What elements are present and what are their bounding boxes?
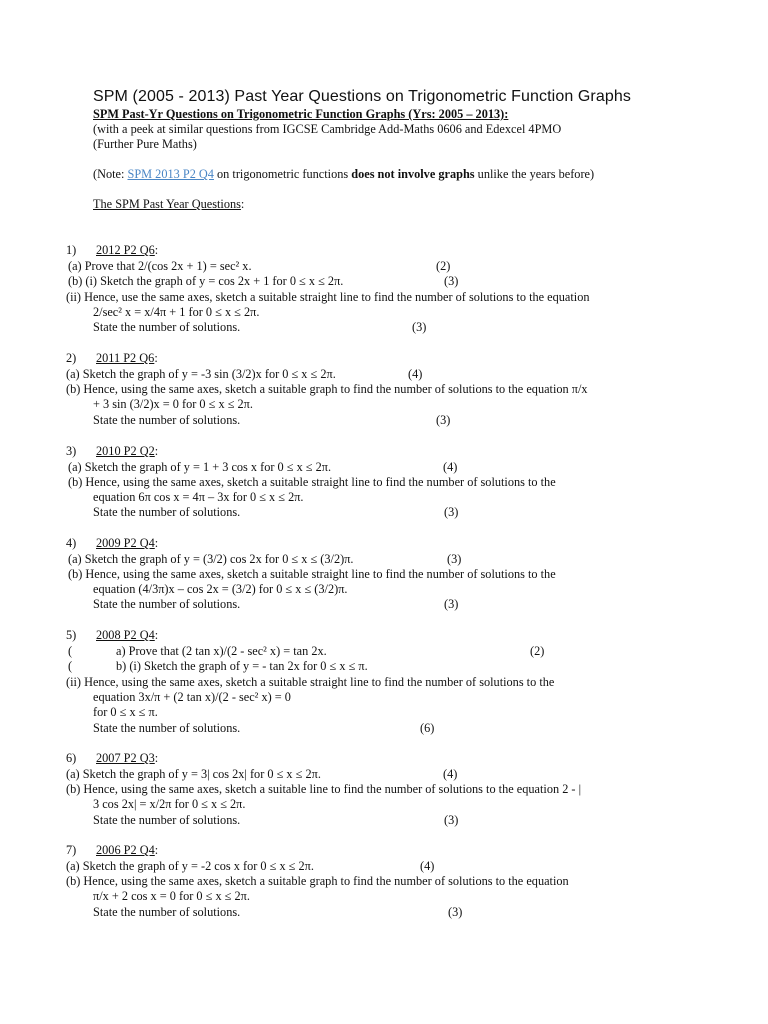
state-solutions: State the number of solutions.: [93, 320, 241, 334]
question-ref-colon: :: [154, 628, 159, 642]
question-part: 3 cos 2x| = x/2π for 0 ≤ x ≤ 2π.: [93, 797, 246, 811]
question-part: (b) Hence, using the same axes, sketch a suitable graph to find the number of solutions to the equation π/x: [66, 382, 588, 396]
question-part: (b) Hence, using the same axes, sketch a suitable line to find the number of solutions to the equation 2 - |: [66, 782, 582, 796]
question-ref-label: 2011 P2 Q6: [96, 351, 155, 365]
question-reference: [96, 628, 158, 643]
section-heading-label: The SPM Past Year Questions: [93, 197, 241, 211]
question-ref-colon: :: [154, 243, 159, 257]
state-solutions: State the number of solutions.: [93, 905, 241, 919]
question-number: 4): [66, 536, 77, 550]
question-number: 7): [66, 843, 77, 857]
marks: (3): [412, 320, 427, 334]
question-part: (b) Hence, using the same axes, sketch a suitable straight line to find the number of solutions to the: [68, 567, 556, 581]
question-part-paren: (: [68, 644, 73, 658]
question-number: 1): [66, 243, 77, 257]
question-reference: [96, 536, 158, 551]
state-solutions: State the number of solutions.: [93, 505, 241, 519]
note-text: unlike the years before): [474, 167, 595, 181]
question-ref-colon: :: [154, 444, 159, 458]
question-part: (a) Prove that 2/(cos 2x + 1) = sec² x.: [68, 259, 252, 273]
question-number: 2): [66, 351, 77, 365]
question-part: (a) Sketch the graph of y = -3 sin (3/2)x for 0 ≤ x ≤ 2π.: [66, 367, 336, 381]
question-part: (b) (i) Sketch the graph of y = cos 2x + 1 for 0 ≤ x ≤ 2π.: [68, 274, 344, 288]
question-part: a) Prove that (2 tan x)/(2 - sec² x) = tan 2x.: [116, 644, 327, 658]
marks: (3): [447, 552, 462, 566]
question-number: 3): [66, 444, 77, 458]
question-ref-label: 2012 P2 Q6: [96, 243, 155, 257]
question-part: (a) Sketch the graph of y = (3/2) cos 2x for 0 ≤ x ≤ (3/2)π.: [68, 552, 354, 566]
question-part: (b) Hence, using the same axes, sketch a suitable graph to find the number of solutions to the equation: [66, 874, 569, 888]
marks: (3): [444, 505, 459, 519]
marks: (3): [436, 413, 451, 427]
state-solutions: State the number of solutions.: [93, 813, 241, 827]
marks: (2): [530, 644, 545, 658]
question-part: b) (i) Sketch the graph of y = - tan 2x for 0 ≤ x ≤ π.: [116, 659, 368, 673]
note-text: on trigonometric functions: [213, 167, 352, 181]
note-bold-text: does not involve graphs: [351, 167, 475, 181]
intro-line: (with a peek at similar questions from IGCSE Cambridge Add-Maths 0606 and Edexcel 4PMO: [93, 122, 562, 136]
question-ref-label: 2008 P2 Q4: [96, 628, 155, 642]
question-ref-colon: :: [154, 351, 158, 365]
subtitle: SPM Past-Yr Questions on Trigonometric Function Graphs (Yrs: 2005 – 2013):: [93, 107, 509, 121]
marks: (4): [443, 767, 458, 781]
question-ref-colon: :: [154, 536, 159, 550]
question-part: π/x + 2 cos x = 0 for 0 ≤ x ≤ 2π.: [93, 889, 250, 903]
question-number: 5): [66, 628, 77, 642]
question-reference: [96, 751, 158, 766]
marks: (6): [420, 721, 435, 735]
marks: (4): [420, 859, 435, 873]
intro-line: (Further Pure Maths): [93, 137, 197, 151]
question-part: (a) Sketch the graph of y = 3| cos 2x| for 0 ≤ x ≤ 2π.: [66, 767, 321, 781]
question-part: (a) Sketch the graph of y = 1 + 3 cos x for 0 ≤ x ≤ 2π.: [68, 460, 332, 474]
marks: (3): [448, 905, 463, 919]
question-number: 6): [66, 751, 77, 765]
question-part: (a) Sketch the graph of y = -2 cos x for 0 ≤ x ≤ 2π.: [66, 859, 314, 873]
question-part: + 3 sin (3/2)x = 0 for 0 ≤ x ≤ 2π.: [93, 397, 253, 411]
marks: (4): [408, 367, 423, 381]
question-part: for 0 ≤ x ≤ π.: [93, 705, 158, 719]
question-part: (ii) Hence, using the same axes, sketch a suitable straight line to find the number of solutions to the: [66, 675, 555, 689]
question-reference: [96, 243, 158, 258]
state-solutions: State the number of solutions.: [93, 597, 241, 611]
question-ref-label: 2009 P2 Q4: [96, 536, 155, 550]
question-part: equation 3x/π + (2 tan x)/(2 - sec² x) = 0: [93, 690, 291, 704]
note-prefix: (Note:: [93, 167, 128, 181]
question-part: 2/sec² x = x/4π + 1 for 0 ≤ x ≤ 2π.: [93, 305, 260, 319]
section-heading-colon: :: [240, 197, 245, 211]
marks: (3): [444, 813, 459, 827]
state-solutions: State the number of solutions.: [93, 721, 241, 735]
marks: (2): [436, 259, 451, 273]
question-ref-label: 2010 P2 Q2: [96, 444, 155, 458]
question-part: (ii) Hence, use the same axes, sketch a suitable straight line to find the number of solutions to the equation: [66, 290, 590, 304]
marks: (3): [444, 274, 459, 288]
question-ref-colon: :: [154, 751, 159, 765]
note-link[interactable]: SPM 2013 P2 Q4: [127, 167, 214, 181]
section-heading: [93, 197, 244, 212]
note-paragraph: [93, 167, 594, 182]
question-part: equation 6π cos x = 4π – 3x for 0 ≤ x ≤ 2π.: [93, 490, 304, 504]
marks: (3): [444, 597, 459, 611]
question-reference: [96, 444, 158, 459]
question-reference: [96, 351, 158, 366]
question-part: (b) Hence, using the same axes, sketch a suitable straight line to find the number of solutions to the: [68, 475, 556, 489]
question-part-paren: (: [68, 659, 73, 673]
state-solutions: State the number of solutions.: [93, 413, 241, 427]
question-ref-label: 2007 P2 Q3: [96, 751, 155, 765]
question-ref-label: 2006 P2 Q4: [96, 843, 155, 857]
marks: (4): [443, 460, 458, 474]
question-reference: [96, 843, 158, 858]
question-part: equation (4/3π)x – cos 2x = (3/2) for 0 ≤ x ≤ (3/2)π.: [93, 582, 348, 596]
page-title: SPM (2005 - 2013) Past Year Questions on Trigonometric Function Graphs: [93, 88, 631, 105]
question-ref-colon: :: [154, 843, 159, 857]
